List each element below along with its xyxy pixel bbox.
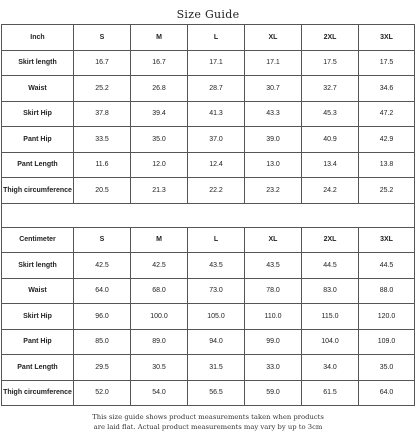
inch-size-header: S bbox=[74, 25, 131, 51]
inch-value-cell: 25.2 bbox=[359, 178, 415, 204]
inch-size-header: M bbox=[131, 25, 188, 51]
cm-measurement-label: Pant Hip bbox=[2, 329, 74, 355]
inch-value-cell: 12.4 bbox=[188, 152, 245, 178]
cm-value-cell: 34.0 bbox=[302, 355, 359, 381]
cm-value-cell: 89.0 bbox=[131, 329, 188, 355]
cm-value-cell: 115.0 bbox=[302, 304, 359, 330]
cm-measurement-label: Skirt length bbox=[2, 253, 74, 279]
cm-value-cell: 109.0 bbox=[359, 329, 415, 355]
inch-value-cell: 41.3 bbox=[188, 101, 245, 127]
inch-value-cell: 12.0 bbox=[131, 152, 188, 178]
inch-value-cell: 34.6 bbox=[359, 76, 415, 102]
page-title: Size Guide bbox=[176, 8, 240, 21]
inch-size-header: XL bbox=[245, 25, 302, 51]
cm-value-cell: 104.0 bbox=[302, 329, 359, 355]
cm-value-cell: 99.0 bbox=[245, 329, 302, 355]
measurement-note bbox=[0, 412, 416, 432]
cm-value-cell: 31.5 bbox=[188, 355, 245, 381]
inch-value-cell: 17.5 bbox=[302, 50, 359, 76]
inch-value-cell: 22.2 bbox=[188, 178, 245, 204]
cm-table-row bbox=[2, 253, 415, 279]
cm-value-cell: 44.5 bbox=[359, 253, 415, 279]
cm-value-cell: 120.0 bbox=[359, 304, 415, 330]
cm-value-cell: 85.0 bbox=[74, 329, 131, 355]
cm-value-cell: 29.5 bbox=[74, 355, 131, 381]
inch-value-cell: 32.7 bbox=[302, 76, 359, 102]
inch-measurement-label: Waist bbox=[2, 76, 74, 102]
cm-value-cell: 56.5 bbox=[188, 380, 245, 406]
cm-measurement-label: Waist bbox=[2, 278, 74, 304]
inch-value-cell: 17.5 bbox=[359, 50, 415, 76]
inch-table-row bbox=[2, 178, 415, 204]
inch-value-cell: 21.3 bbox=[131, 178, 188, 204]
inch-unit-header: Inch bbox=[2, 25, 74, 51]
cm-value-cell: 33.0 bbox=[245, 355, 302, 381]
inch-value-cell: 24.2 bbox=[302, 178, 359, 204]
inch-value-cell: 45.3 bbox=[302, 101, 359, 127]
inch-value-cell: 23.2 bbox=[245, 178, 302, 204]
cm-value-cell: 30.5 bbox=[131, 355, 188, 381]
table-spacer bbox=[2, 203, 415, 227]
cm-table-row bbox=[2, 355, 415, 381]
cm-measurement-label: Pant Length bbox=[2, 355, 74, 381]
cm-unit-header: Centimeter bbox=[2, 227, 74, 253]
inch-value-cell: 33.5 bbox=[74, 127, 131, 153]
cm-value-cell: 61.5 bbox=[302, 380, 359, 406]
cm-table-row bbox=[2, 329, 415, 355]
cm-size-header: S bbox=[74, 227, 131, 253]
inch-table-row bbox=[2, 101, 415, 127]
inch-measurement-label: Pant Length bbox=[2, 152, 74, 178]
cm-value-cell: 110.0 bbox=[245, 304, 302, 330]
cm-value-cell: 64.0 bbox=[359, 380, 415, 406]
inch-size-header: L bbox=[188, 25, 245, 51]
cm-value-cell: 44.5 bbox=[302, 253, 359, 279]
inch-value-cell: 47.2 bbox=[359, 101, 415, 127]
inch-value-cell: 37.8 bbox=[74, 101, 131, 127]
inch-value-cell: 17.1 bbox=[245, 50, 302, 76]
cm-value-cell: 68.0 bbox=[131, 278, 188, 304]
inch-value-cell: 20.5 bbox=[74, 178, 131, 204]
cm-size-header: 2XL bbox=[302, 227, 359, 253]
cm-value-cell: 42.5 bbox=[131, 253, 188, 279]
inch-table-row bbox=[2, 76, 415, 102]
size-table bbox=[1, 24, 415, 406]
cm-table-row bbox=[2, 278, 415, 304]
cm-value-cell: 73.0 bbox=[188, 278, 245, 304]
inch-value-cell: 17.1 bbox=[188, 50, 245, 76]
cm-value-cell: 59.0 bbox=[245, 380, 302, 406]
inch-value-cell: 13.0 bbox=[245, 152, 302, 178]
cm-measurement-label: Thigh circumference bbox=[2, 380, 74, 406]
inch-value-cell: 11.6 bbox=[74, 152, 131, 178]
inch-header-row bbox=[2, 25, 415, 51]
inch-value-cell: 37.0 bbox=[188, 127, 245, 153]
cm-measurement-label: Skirt Hip bbox=[2, 304, 74, 330]
note-line-2: are laid flat. Actual product measurements may vary by up to 3cm bbox=[93, 423, 323, 431]
cm-value-cell: 94.0 bbox=[188, 329, 245, 355]
inch-value-cell: 13.8 bbox=[359, 152, 415, 178]
inch-value-cell: 26.8 bbox=[131, 76, 188, 102]
inch-measurement-label: Skirt length bbox=[2, 50, 74, 76]
inch-value-cell: 42.9 bbox=[359, 127, 415, 153]
cm-value-cell: 96.0 bbox=[74, 304, 131, 330]
inch-value-cell: 30.7 bbox=[245, 76, 302, 102]
inch-value-cell: 16.7 bbox=[131, 50, 188, 76]
inch-size-header: 3XL bbox=[359, 25, 415, 51]
cm-size-header: XL bbox=[245, 227, 302, 253]
cm-table-row bbox=[2, 304, 415, 330]
cm-table-row bbox=[2, 380, 415, 406]
cm-value-cell: 83.0 bbox=[302, 278, 359, 304]
inch-value-cell: 35.0 bbox=[131, 127, 188, 153]
inch-value-cell: 43.3 bbox=[245, 101, 302, 127]
cm-value-cell: 42.5 bbox=[74, 253, 131, 279]
cm-value-cell: 88.0 bbox=[359, 278, 415, 304]
table-spacer-row bbox=[2, 203, 415, 227]
cm-header-row bbox=[2, 227, 415, 253]
inch-value-cell: 39.0 bbox=[245, 127, 302, 153]
inch-table-row bbox=[2, 50, 415, 76]
cm-value-cell: 54.0 bbox=[131, 380, 188, 406]
cm-value-cell: 35.0 bbox=[359, 355, 415, 381]
cm-value-cell: 52.0 bbox=[74, 380, 131, 406]
inch-table-row bbox=[2, 152, 415, 178]
cm-size-header: M bbox=[131, 227, 188, 253]
inch-measurement-label: Skirt Hip bbox=[2, 101, 74, 127]
inch-measurement-label: Pant Hip bbox=[2, 127, 74, 153]
note-line-1: This size guide shows product measurements taken when products bbox=[92, 413, 324, 421]
cm-value-cell: 43.5 bbox=[188, 253, 245, 279]
inch-value-cell: 28.7 bbox=[188, 76, 245, 102]
cm-value-cell: 100.0 bbox=[131, 304, 188, 330]
cm-value-cell: 43.5 bbox=[245, 253, 302, 279]
inch-measurement-label: Thigh circumference bbox=[2, 178, 74, 204]
inch-value-cell: 25.2 bbox=[74, 76, 131, 102]
inch-value-cell: 16.7 bbox=[74, 50, 131, 76]
inch-value-cell: 13.4 bbox=[302, 152, 359, 178]
cm-value-cell: 78.0 bbox=[245, 278, 302, 304]
cm-value-cell: 105.0 bbox=[188, 304, 245, 330]
cm-size-header: 3XL bbox=[359, 227, 415, 253]
inch-size-header: 2XL bbox=[302, 25, 359, 51]
inch-value-cell: 39.4 bbox=[131, 101, 188, 127]
inch-value-cell: 40.9 bbox=[302, 127, 359, 153]
cm-value-cell: 64.0 bbox=[74, 278, 131, 304]
inch-table-row bbox=[2, 127, 415, 153]
cm-size-header: L bbox=[188, 227, 245, 253]
